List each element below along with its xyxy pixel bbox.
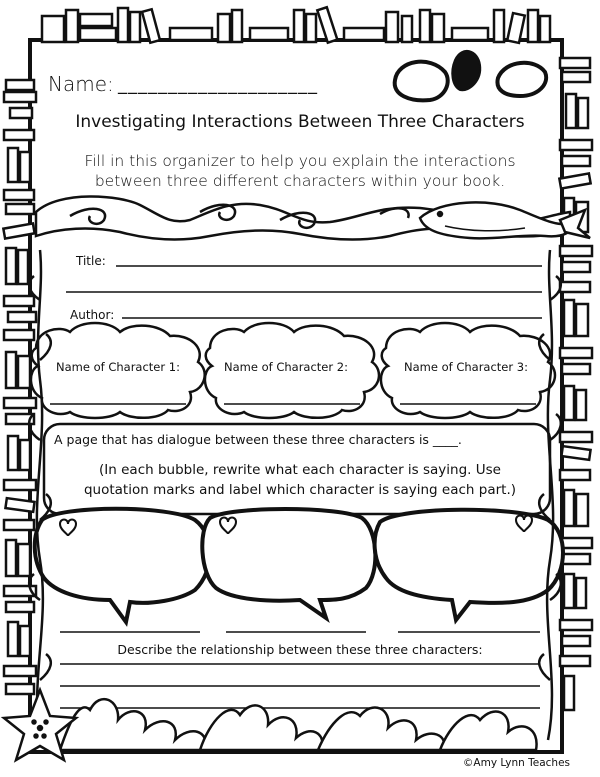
instructions-line-2: between three different characters within your book. <box>94 172 506 190</box>
copyright-credit: ©Amy Lynn Teaches <box>462 757 570 769</box>
speech-bubbles <box>35 509 563 622</box>
author-field-label: Author: <box>70 308 115 322</box>
name-label: Name: <box>48 72 114 96</box>
splash-icon <box>395 51 546 100</box>
title-author-lines <box>66 266 542 318</box>
character-2-label: Name of Character 2: <box>224 360 348 374</box>
dialogue-instruction-line-2: quotation marks and label which character is saying each part.) <box>83 482 517 498</box>
bottom-seaweed-icon <box>60 699 537 750</box>
instructions-line-1: Fill in this organizer to help you explain the interactions <box>84 152 516 170</box>
character-3-label: Name of Character 3: <box>404 360 528 374</box>
dialogue-page-prompt: A page that has dialogue between these three characters is ____. <box>54 432 462 447</box>
title-field-label: Title: <box>76 254 106 268</box>
dialogue-instruction-line-1: (In each bubble, rewrite what each character is saying. Use <box>99 462 501 478</box>
worksheet-title: Investigating Interactions Between Three Characters <box>75 112 525 132</box>
top-book-border-icon <box>42 7 550 43</box>
relationship-prompt: Describe the relationship between these three characters: <box>117 642 483 657</box>
character-1-label: Name of Character 1: <box>56 360 180 374</box>
name-blank-line[interactable]: ____________________ <box>118 74 318 95</box>
